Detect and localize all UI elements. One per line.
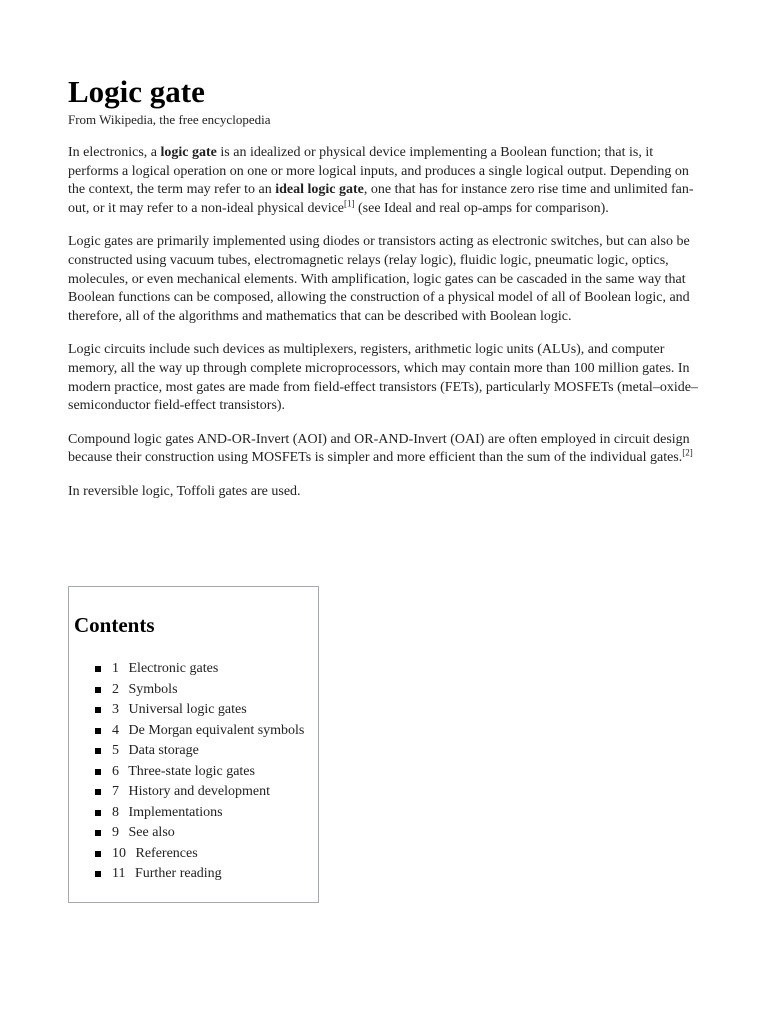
- paragraph-text: , one that has for instance zero rise time and unlimited fan-out, or it may refer to a non-ideal physical device: [68, 182, 694, 216]
- toc-item[interactable]: [95, 762, 304, 783]
- toc-item[interactable]: [95, 721, 304, 742]
- toc-item[interactable]: [95, 741, 304, 762]
- bullet-icon: [95, 810, 101, 816]
- toc-item-number: 7: [112, 784, 119, 799]
- bullet-icon: [95, 748, 101, 754]
- toc-item[interactable]: [95, 803, 304, 824]
- toc-item-number: 8: [112, 804, 119, 820]
- toc-item-label[interactable]: Electronic gates: [128, 661, 219, 676]
- page-title: Logic gate: [68, 74, 205, 109]
- bullet-icon: [95, 789, 101, 795]
- bullet-icon: [95, 728, 101, 734]
- toc-item-number: 9: [112, 825, 119, 840]
- toc-list: [95, 659, 304, 885]
- toc-item-number: 6: [112, 763, 119, 779]
- toc-item-number: 2: [112, 681, 119, 697]
- bullet-icon: [95, 707, 101, 713]
- term-ideal-logic-gate: ideal logic gate: [275, 182, 364, 198]
- bullet-icon: [95, 871, 101, 877]
- toc-item[interactable]: [95, 680, 304, 701]
- paragraph-text: is an idealized or physical device implementing a Boolean function; that is, it performs a logical operation on one or more logical inputs, and produces a single logical output. Depending on the context, the term may refer to an: [68, 145, 689, 198]
- toc-item-number: 4: [112, 722, 119, 738]
- bullet-icon: [95, 851, 101, 857]
- toc-item-number: 5: [112, 743, 119, 758]
- toc-item-label[interactable]: Implementations: [128, 804, 223, 820]
- toc-item-label[interactable]: History and development: [128, 784, 271, 799]
- toc-item-label[interactable]: Three-state logic gates: [128, 763, 255, 779]
- toc-item-label[interactable]: Universal logic gates: [128, 702, 247, 717]
- bullet-icon: [95, 687, 101, 693]
- toc-item-label[interactable]: Symbols: [128, 681, 178, 697]
- paragraph-compound-gates: [68, 431, 700, 468]
- toc-title: Contents: [74, 613, 155, 637]
- paragraph-intro: [68, 144, 700, 218]
- toc-item-label[interactable]: Data storage: [128, 743, 199, 758]
- toc-item[interactable]: [95, 700, 304, 721]
- toc-item-label[interactable]: Further reading: [134, 866, 222, 881]
- paragraph-implementation: Logic gates are primarily implemented using diodes or transistors acting as electronic switches, but can also be constructed using vacuum tubes, electromagnetic relays (relay logic), fluidic logic, pneumatic logic, optics, molecules, or even mechanical elements. With amplification, logic gates can be cascaded in the same way that Boolean functions can be composed, allowing the construction of a physical model of all of Boolean logic, and therefore, all of the algorithms and mathematics that can be described with Boolean logic.: [68, 234, 690, 324]
- toc-item-number: 3: [112, 702, 119, 717]
- reference-link-2[interactable]: [2]: [682, 447, 693, 458]
- toc-item[interactable]: [95, 864, 304, 885]
- bullet-icon: [95, 830, 101, 836]
- toc-item-label[interactable]: See also: [128, 825, 175, 840]
- paragraph-circuits: Logic circuits include such devices as multiplexers, registers, arithmetic logic units (ALUs), and computer memory, all the way up through complete microprocessors, which may contain more than 100 million gates. In modern practice, most gates are made from field-effect transistors (FETs), particularly MOSFETs (metal–oxide–semiconductor field-effect transistors).: [68, 342, 698, 414]
- toc-item-number: 11: [112, 866, 126, 881]
- paragraph-reversible: In reversible logic, Toffoli gates are used.: [68, 483, 301, 499]
- paragraph-text: (see Ideal and real op-amps for comparison).: [354, 200, 609, 216]
- paragraph-text: In electronics, a: [68, 145, 161, 160]
- paragraph-text: Compound logic gates AND-OR-Invert (AOI) and OR-AND-Invert (OAI) are often employed in circuit design because their construction using MOSFETs is simpler and more efficient than the sum of the individual gates.: [68, 431, 690, 466]
- tagline: From Wikipedia, the free encyclopedia: [68, 112, 271, 127]
- toc-item-label[interactable]: De Morgan equivalent symbols: [128, 722, 305, 738]
- bullet-icon: [95, 769, 101, 775]
- toc-item[interactable]: [95, 782, 304, 803]
- toc-item-number: 1: [112, 661, 119, 676]
- toc-item[interactable]: [95, 823, 304, 844]
- term-logic-gate: logic gate: [160, 145, 217, 160]
- bullet-icon: [95, 666, 101, 672]
- toc-item[interactable]: [95, 844, 304, 865]
- reference-link-1[interactable]: [1]: [344, 198, 355, 209]
- toc-item[interactable]: [95, 659, 304, 680]
- toc-item-label[interactable]: References: [135, 845, 198, 861]
- toc-item-number: 10: [112, 845, 126, 861]
- article-body: [68, 72, 700, 517]
- table-of-contents: [68, 586, 319, 903]
